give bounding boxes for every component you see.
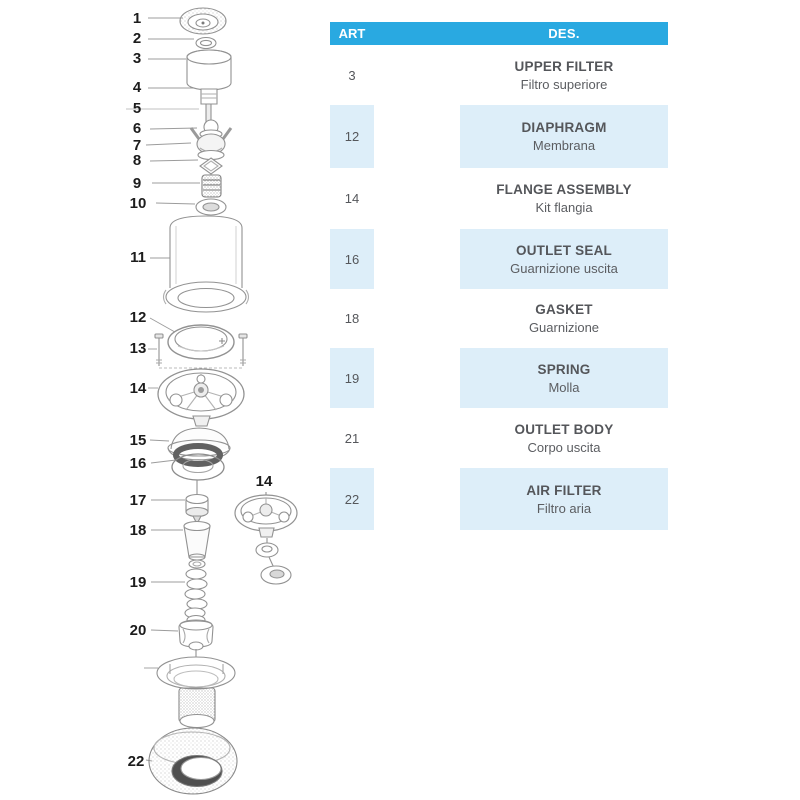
art-cell	[330, 229, 374, 289]
part-name-it: Guarnizione	[528, 319, 600, 335]
table-row-16	[330, 229, 668, 289]
header-art: ART	[338, 26, 366, 41]
callout-6: 6	[132, 120, 142, 137]
des-cell	[460, 468, 668, 530]
part-small-spring-drawing	[202, 175, 221, 197]
leader-line	[150, 440, 169, 441]
part-name-en: OUTLET BODY	[514, 421, 614, 437]
part-name-it: Filtro aria	[536, 500, 592, 516]
header-des: DES.	[548, 26, 580, 41]
part-name-it: Membrana	[532, 138, 596, 153]
des-cell	[460, 415, 668, 461]
art-cell	[330, 348, 374, 408]
part-outlet-body-drawing	[157, 657, 235, 728]
callout-1: 1	[132, 10, 142, 27]
part-name-it: Corpo uscita	[527, 439, 601, 455]
callout-17: 17	[129, 492, 147, 509]
callout-16: 16	[129, 455, 147, 472]
art-number: 3	[348, 67, 356, 83]
art-cell	[330, 172, 374, 224]
table-row-14	[330, 172, 668, 224]
part-oring-drawing	[196, 38, 216, 49]
art-number: 14	[344, 190, 360, 206]
spacer-cell	[374, 348, 460, 408]
part-name-en: AIR FILTER	[526, 482, 602, 498]
part-plug-drawing	[186, 480, 208, 524]
spacer-cell	[374, 229, 460, 289]
callout-11: 11	[130, 249, 146, 266]
art-number: 18	[344, 310, 360, 326]
part-upper-filter-drawing	[187, 50, 231, 90]
art-cell	[330, 295, 374, 341]
part-air-filter-drawing	[149, 728, 237, 794]
callout-7: 7	[132, 137, 142, 154]
table-row-22	[330, 468, 668, 530]
art-number: 22	[344, 491, 360, 507]
leader-line	[150, 160, 198, 161]
part-flange-drawing	[158, 368, 244, 426]
part-bowl-drawing	[164, 216, 249, 312]
exploded-diagram	[0, 0, 330, 800]
callout-8: 8	[132, 152, 142, 169]
table-header	[330, 22, 668, 45]
callout-13: 13	[129, 340, 147, 357]
part-name-it: Filtro superiore	[520, 76, 608, 92]
callout-4: 4	[132, 79, 142, 96]
spacer-cell	[374, 295, 460, 341]
callout-2: 2	[132, 30, 142, 47]
callout-20: 20	[129, 622, 147, 639]
part-name-en: GASKET	[535, 301, 593, 317]
art-cell	[330, 105, 374, 168]
part-name-en: SPRING	[537, 361, 591, 377]
des-cell	[460, 348, 668, 408]
part-name-en: DIAPHRAGM	[521, 120, 607, 135]
part-ring-drawing	[196, 199, 226, 215]
part-name-en: OUTLET SEAL	[516, 242, 612, 258]
part-neck-drawing	[201, 89, 217, 104]
art-cell	[330, 468, 374, 530]
callout-9: 9	[132, 175, 142, 192]
spacer-cell	[374, 105, 460, 168]
table-row-18	[330, 295, 668, 341]
callout-22: 22	[127, 753, 145, 770]
art-number: 21	[344, 430, 360, 446]
des-cell	[460, 52, 668, 98]
part-diaphragm-drawing	[168, 325, 234, 359]
callout-18: 18	[129, 522, 147, 539]
des-cell	[460, 172, 668, 224]
leader-line	[151, 630, 178, 631]
des-cell	[460, 295, 668, 341]
part-name-en: UPPER FILTER	[514, 58, 614, 74]
leader-line	[151, 460, 176, 463]
callout-15: 15	[129, 432, 147, 449]
table-row-21	[330, 415, 668, 461]
leader-line	[156, 203, 195, 204]
part-name-it: Molla	[548, 379, 580, 395]
part-flange-subassembly-drawing	[235, 492, 297, 584]
callout-sub-14: 14	[255, 473, 273, 490]
art-number: 19	[344, 370, 360, 386]
des-cell	[460, 105, 668, 168]
table-row-19	[330, 348, 668, 408]
part-name-it: Guarnizione uscita	[510, 260, 618, 276]
callout-5: 5	[132, 100, 142, 117]
table-row-3	[330, 52, 668, 98]
part-outlet-seal-drawing	[172, 446, 224, 480]
part-name-en: FLANGE ASSEMBLY	[496, 181, 632, 197]
table-row-12	[330, 105, 668, 168]
callout-19: 19	[129, 574, 147, 591]
parts-table	[330, 22, 668, 530]
spacer-cell	[374, 172, 460, 224]
part-spring-drawing	[185, 569, 207, 625]
spacer-cell	[374, 415, 460, 461]
spacer-cell	[374, 468, 460, 530]
callout-12: 12	[129, 309, 147, 326]
art-number: 12	[344, 129, 360, 144]
part-nut-drawing	[179, 620, 213, 659]
art-cell	[330, 415, 374, 461]
part-name-it: Kit flangia	[535, 199, 593, 215]
des-cell	[460, 229, 668, 289]
callout-14: 14	[129, 380, 147, 397]
art-number: 16	[344, 251, 360, 267]
art-cell	[330, 52, 374, 98]
part-gasket-cone-drawing	[184, 522, 210, 569]
spacer-cell	[374, 52, 460, 98]
callout-3: 3	[132, 50, 142, 67]
callout-10: 10	[129, 195, 147, 212]
part-cap-drawing	[180, 8, 226, 34]
leader-line	[146, 143, 191, 145]
